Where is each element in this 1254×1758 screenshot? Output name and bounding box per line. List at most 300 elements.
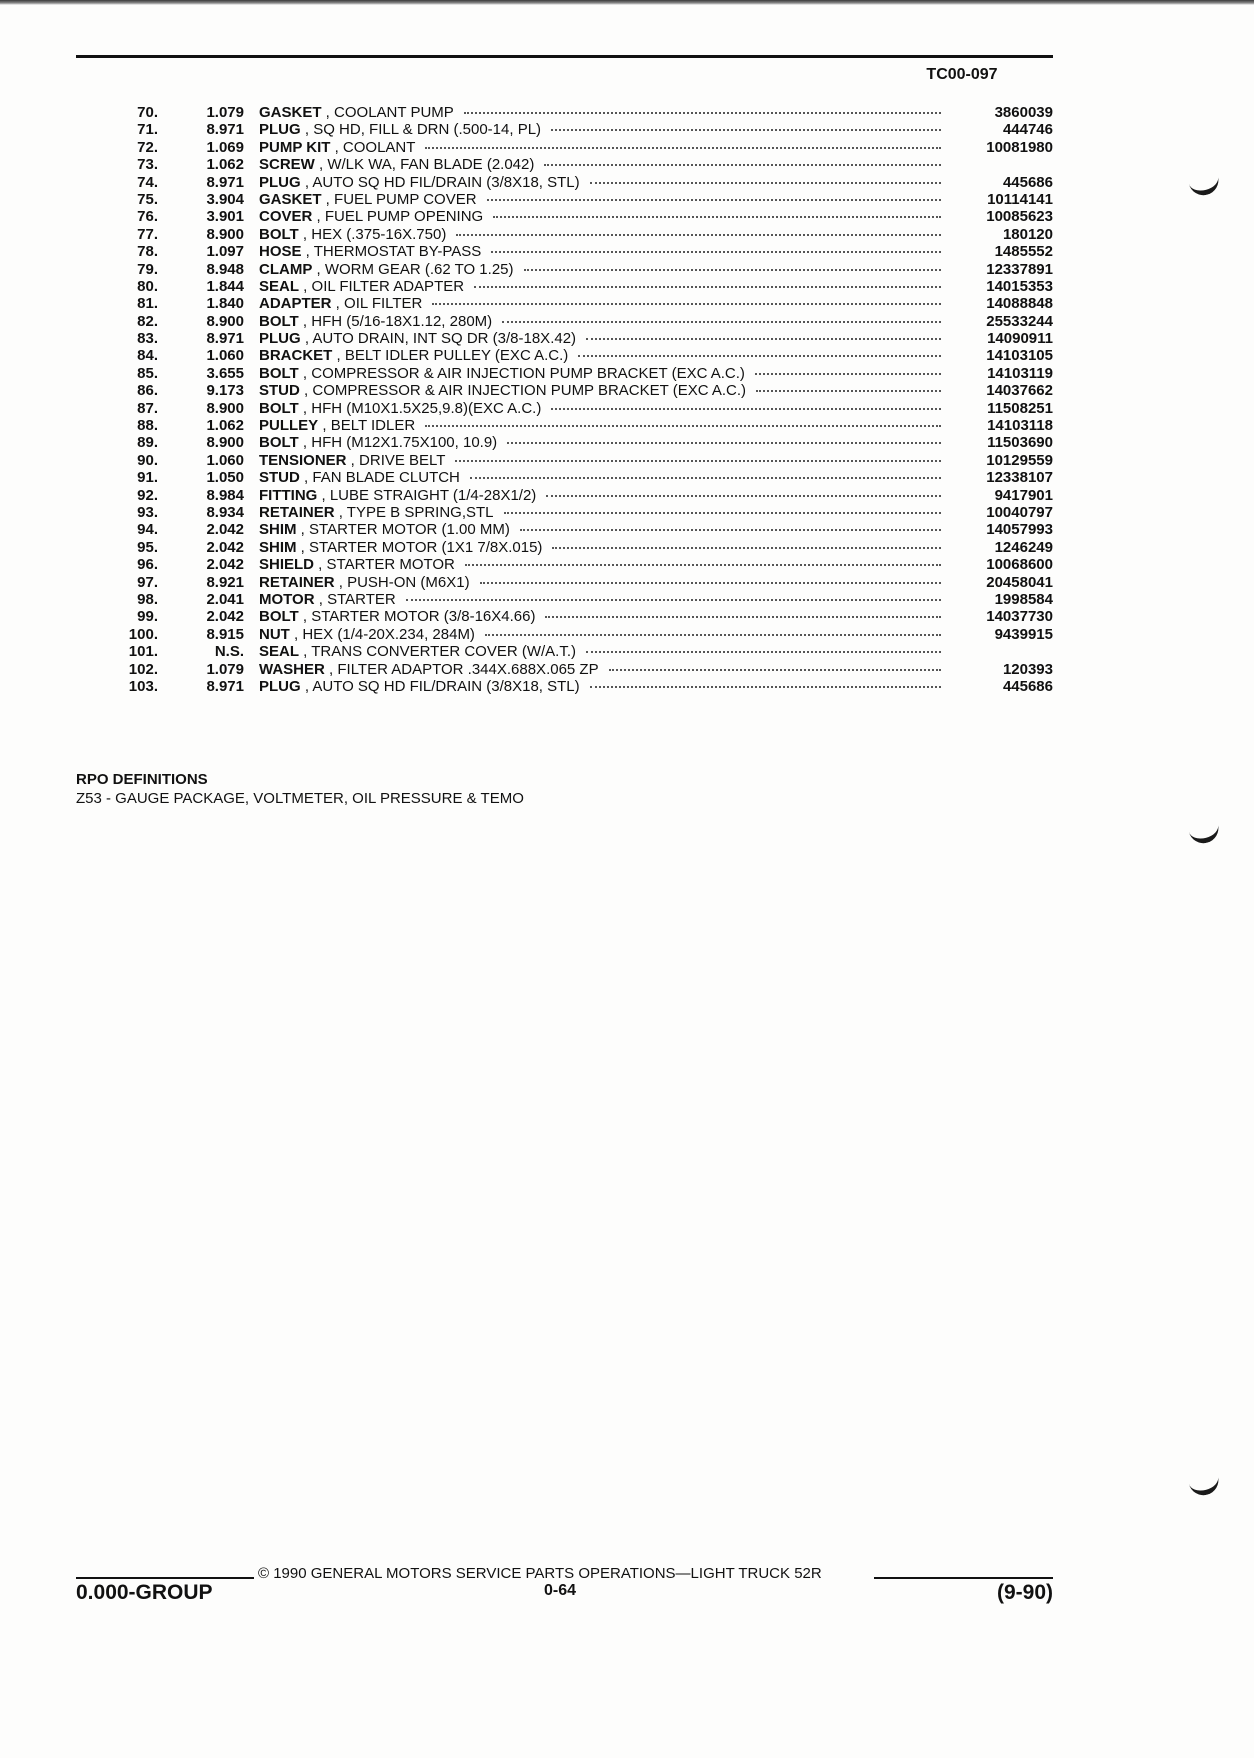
dot-leader [502,321,941,323]
rpo-definitions [76,770,524,808]
name-separator: , [324,660,338,678]
part-row [76,104,1053,121]
part-number: 10081980 [986,138,1053,156]
part-description [244,261,951,278]
part-description [244,226,951,243]
part-name: BRACKET [259,347,333,365]
part-description [244,347,951,364]
part-row [76,434,1053,451]
group-number: 1.079 [206,104,244,121]
group-number: 3.904 [206,190,244,208]
part-number: 14103105 [986,347,1053,365]
dot-leader [578,355,941,357]
part-spec: STARTER MOTOR (1.00 MM) [309,521,510,539]
item-number: 102. [128,660,158,678]
part-row [76,400,1053,417]
part-name: PULLEY [259,417,319,435]
dot-leader [590,182,941,184]
item-number: 73. [137,156,158,174]
name-separator: , [299,382,313,400]
dot-leader [406,599,941,601]
name-separator: , [300,121,314,139]
group-number: 1.050 [206,469,244,487]
part-name: WASHER [259,660,325,678]
item-number: 75. [137,190,158,208]
name-separator: , [298,312,312,330]
part-spec: AUTO SQ HD FIL/DRAIN (3/8X18, STL) [312,677,580,695]
group-label: 0.000-GROUP [76,1581,213,1604]
part-spec: WORM GEAR (.62 TO 1.25) [324,260,514,278]
part-spec: HFH (M12X1.75X100, 10.9) [311,434,498,452]
part-spec: AUTO DRAIN, INT SQ DR (3/8-18X.42) [312,330,577,348]
name-separator: , [300,677,313,695]
part-row [76,330,1053,347]
part-description [244,521,951,538]
name-separator: , [296,538,310,556]
part-name: BOLT [259,312,299,330]
dot-leader [544,164,941,166]
dot-leader [491,251,941,253]
part-row [76,156,1053,173]
part-spec: FAN BLADE CLUTCH [312,469,460,487]
part-spec: OIL FILTER ADAPTER [311,277,465,295]
part-row [76,243,1053,260]
part-number: 9439915 [994,625,1053,643]
part-spec: HFH (M10X1.5X25,9.8)(EXC A.C.) [311,399,542,417]
part-name: RETAINER [259,503,335,521]
group-number: 1.840 [206,295,244,313]
group-number: 1.844 [206,277,244,295]
part-spec: W/LK WA, FAN BLADE (2.042) [327,156,535,174]
reference-code: TC00-097 [926,66,998,83]
dot-leader [586,338,941,340]
dot-leader [480,582,941,584]
part-number: 10085623 [986,208,1053,226]
part-row [76,174,1053,191]
dot-leader [493,216,941,218]
part-row [76,469,1053,486]
name-separator: , [299,469,313,487]
rpo-title: RPO DEFINITIONS [76,771,208,788]
name-separator: , [312,260,325,278]
part-number: 11508251 [987,399,1053,417]
group-number: 1.069 [206,138,244,156]
part-name: PLUG [259,330,301,348]
part-description [244,608,951,625]
group-number: 8.900 [206,434,244,452]
rpo-definition: Z53 - GAUGE PACKAGE, VOLTMETER, OIL PRESSURE & TEMO [76,790,524,807]
group-number: 2.042 [206,608,244,626]
part-row [76,139,1053,156]
part-number: 10114141 [987,190,1053,208]
part-spec: HEX (1/4-20X.234, 284M) [302,625,475,643]
group-number: 1.079 [206,660,244,678]
part-row [76,539,1053,556]
item-number: 90. [137,451,158,469]
copyright-notice: © 1990 GENERAL MOTORS SERVICE PARTS OPERATIONS—LIGHT TRUCK 52R [258,1565,822,1582]
name-separator: , [334,573,348,591]
name-separator: , [321,104,335,121]
part-description [244,469,951,486]
name-separator: , [300,173,313,191]
name-separator: , [298,434,312,452]
item-number: 80. [137,277,158,295]
part-row [76,347,1053,364]
part-description [244,313,951,330]
group-number: 8.984 [206,486,244,504]
part-spec: BELT IDLER PULLEY (EXC A.C.) [344,347,569,365]
part-description [244,400,951,417]
item-number: 96. [137,556,158,574]
dot-leader [756,390,941,392]
name-separator: , [314,556,327,574]
part-row [76,591,1053,608]
name-separator: , [314,590,328,608]
group-number: 1.060 [206,347,244,365]
part-spec: COOLANT PUMP [334,104,454,121]
part-description [244,191,951,208]
group-number: 8.900 [206,225,244,243]
revision-date: (9-90) [996,1581,1053,1604]
part-number: 25533244 [986,312,1053,330]
part-description [244,661,951,678]
dot-leader [590,686,941,688]
part-name: ADAPTER [259,295,332,313]
part-number: 14015353 [986,277,1053,295]
part-description [244,504,951,521]
part-name: FITTING [259,486,318,504]
part-spec: FUEL PUMP COVER [334,190,477,208]
part-description [244,643,951,660]
group-number: 2.041 [206,590,244,608]
part-spec: LUBE STRAIGHT (1/4-28X1/2) [329,486,537,504]
part-number: 14103119 [987,364,1053,382]
part-name: RETAINER [259,573,335,591]
part-number: 1246249 [994,538,1053,556]
name-separator: , [289,625,303,643]
part-number: 20458041 [986,573,1053,591]
dot-leader [520,529,941,531]
part-row [76,608,1053,625]
item-number: 89. [137,434,158,452]
item-number: 94. [137,521,158,539]
name-separator: , [298,399,312,417]
part-number: 444746 [1002,121,1053,139]
group-number: 8.948 [206,260,244,278]
item-number: 83. [137,330,158,348]
part-description [244,365,951,382]
binder-hole-mark [1188,823,1221,847]
part-spec: FUEL PUMP OPENING [324,208,484,226]
binder-hole-mark [1188,1475,1221,1499]
part-name: STUD [259,469,300,487]
group-number: 9.173 [206,382,244,400]
part-description [244,434,951,451]
name-separator: , [332,347,345,365]
part-description [244,139,951,156]
dot-leader [485,634,941,636]
part-name: STUD [259,382,300,400]
group-number: 8.934 [206,503,244,521]
part-number: 14037662 [986,382,1053,400]
part-description [244,174,951,191]
part-spec: HEX (.375-16X.750) [311,225,447,243]
part-name: CLAMP [259,260,313,278]
part-name: HOSE [259,243,302,261]
dot-leader [552,547,941,549]
part-spec: TYPE B SPRING,STL [346,503,494,521]
footer-rule-right [874,1577,1053,1579]
part-spec: DRIVE BELT [359,451,446,469]
part-row [76,295,1053,312]
part-description [244,487,951,504]
item-number: 70. [137,104,158,121]
part-name: SEAL [259,643,300,661]
part-name: SHIELD [259,556,315,574]
part-row [76,556,1053,573]
name-separator: , [317,486,330,504]
dot-leader [456,234,941,236]
item-number: 72. [137,138,158,156]
dot-leader [551,408,941,410]
part-name: GASKET [259,104,322,121]
item-number: 85. [137,364,158,382]
part-description [244,678,951,695]
dot-leader [464,112,941,114]
part-name: BOLT [259,434,299,452]
item-number: 98. [137,590,158,608]
group-number: 2.042 [206,538,244,556]
part-spec: STARTER MOTOR [326,556,455,574]
dot-leader [755,373,941,375]
name-separator: , [300,330,313,348]
part-row [76,261,1053,278]
dot-leader [465,564,941,566]
part-number: 12337891 [986,260,1053,278]
part-spec: PUSH-ON (M6X1) [347,573,470,591]
item-number: 79. [137,260,158,278]
dot-leader [586,651,941,653]
part-number: 3860039 [994,104,1053,121]
part-name: MOTOR [259,590,315,608]
item-number: 103. [128,677,158,695]
part-number: 14090911 [987,330,1053,348]
dot-leader [551,129,941,131]
part-spec: COOLANT [342,138,416,156]
part-name: PUMP KIT [259,138,331,156]
item-number: 93. [137,503,158,521]
part-number: 14057993 [986,521,1053,539]
part-description [244,295,951,312]
part-number: 12338107 [986,469,1053,487]
part-name: PLUG [259,121,301,139]
part-name: BOLT [259,225,299,243]
part-row [76,643,1053,660]
name-separator: , [298,364,312,382]
part-number: 120393 [1002,660,1053,678]
name-separator: , [296,521,310,539]
item-number: 82. [137,312,158,330]
dot-leader [425,425,941,427]
part-row [76,487,1053,504]
group-number: 2.042 [206,521,244,539]
dot-leader [545,616,941,618]
part-row [76,365,1053,382]
part-description [244,574,951,591]
item-number: 97. [137,573,158,591]
part-name: COVER [259,208,313,226]
part-description [244,591,951,608]
part-number: 14088848 [986,295,1053,313]
item-number: 86. [137,382,158,400]
dot-leader [609,669,941,671]
dot-leader [474,286,941,288]
part-row [76,678,1053,695]
dot-leader [504,512,941,514]
part-name: BOLT [259,399,299,417]
part-name: BOLT [259,364,299,382]
part-name: BOLT [259,608,299,626]
part-number: 10040797 [986,503,1053,521]
group-number: 1.097 [206,243,244,261]
part-spec: OIL FILTER [344,295,423,313]
part-spec: HFH (5/16-18X1.12, 280M) [311,312,493,330]
name-separator: , [330,138,343,156]
scan-top-edge [0,0,1254,5]
part-row [76,661,1053,678]
part-row [76,278,1053,295]
part-name: TENSIONER [259,451,347,469]
dot-leader [470,477,941,479]
group-number: 1.062 [206,417,244,435]
part-spec: BELT IDLER [330,417,416,435]
group-number: 8.921 [206,573,244,591]
part-name: SCREW [259,156,315,174]
part-spec: STARTER MOTOR (3/8-16X4.66) [311,608,536,626]
group-number: 3.901 [206,208,244,226]
name-separator: , [346,451,360,469]
part-description [244,626,951,643]
part-number: 11503690 [987,434,1053,452]
part-name: SHIM [259,521,297,539]
part-number: 180120 [1002,225,1053,243]
item-number: 77. [137,225,158,243]
part-spec: COMPRESSOR & AIR INJECTION PUMP BRACKET (EXC A.C.) [312,382,747,400]
group-number: 3.655 [206,364,244,382]
dot-leader [425,147,941,149]
name-separator: , [312,208,325,226]
name-separator: , [318,417,331,435]
group-number: 8.971 [206,677,244,695]
part-number: 14037730 [986,608,1053,626]
dot-leader [507,442,941,444]
part-row [76,208,1053,225]
part-description [244,417,951,434]
dot-leader [546,495,941,497]
part-name: GASKET [259,190,322,208]
part-row [76,504,1053,521]
binder-hole-mark [1188,175,1221,199]
part-spec: STARTER [327,590,396,608]
item-number: 87. [137,399,158,417]
item-number: 78. [137,243,158,261]
part-row [76,191,1053,208]
group-number: 8.900 [206,312,244,330]
part-name: PLUG [259,677,301,695]
name-separator: , [331,295,345,313]
group-number: N.S. [214,643,244,661]
part-number: 1998584 [994,590,1053,608]
part-spec: SQ HD, FILL & DRN (.500-14, PL) [313,121,542,139]
part-description [244,539,951,556]
part-number: 14103118 [987,417,1053,435]
part-number: 445686 [1002,677,1053,695]
part-description [244,208,951,225]
group-number: 8.971 [206,173,244,191]
name-separator: , [301,243,314,261]
part-row [76,626,1053,643]
item-number: 74. [137,173,158,191]
part-description [244,382,951,399]
item-number: 81. [137,295,158,313]
group-number: 8.971 [206,330,244,348]
dot-leader [524,269,941,271]
name-separator: , [299,643,312,661]
part-description [244,452,951,469]
dot-leader [487,199,941,201]
item-number: 95. [137,538,158,556]
item-number: 99. [137,608,158,626]
part-description [244,121,951,138]
item-number: 88. [137,417,158,435]
part-name: SHIM [259,538,297,556]
item-number: 101. [128,643,158,661]
part-number: 10068600 [986,556,1053,574]
part-number: 9417901 [994,486,1053,504]
part-number: 10129559 [986,451,1053,469]
page-number: 0-64 [543,1582,577,1599]
name-separator: , [298,608,312,626]
part-description [244,156,951,173]
part-description [244,556,951,573]
dot-leader [432,303,941,305]
group-number: 1.060 [206,451,244,469]
name-separator: , [299,277,312,295]
part-name: PLUG [259,173,301,191]
group-number: 8.900 [206,399,244,417]
part-name: SEAL [259,277,300,295]
item-number: 100. [128,625,158,643]
group-number: 2.042 [206,556,244,574]
part-row [76,382,1053,399]
part-row [76,417,1053,434]
name-separator: , [321,190,335,208]
group-number: 8.971 [206,121,244,139]
footer-rule-left [76,1577,254,1579]
item-number: 91. [137,469,158,487]
part-spec: AUTO SQ HD FIL/DRAIN (3/8X18, STL) [312,173,580,191]
name-separator: , [314,156,328,174]
part-row [76,121,1053,138]
part-row [76,313,1053,330]
part-row [76,226,1053,243]
part-spec: STARTER MOTOR (1X1 7/8X.015) [309,538,543,556]
item-number: 76. [137,208,158,226]
name-separator: , [298,225,312,243]
name-separator: , [334,503,347,521]
group-number: 1.062 [206,156,244,174]
part-name: NUT [259,625,290,643]
